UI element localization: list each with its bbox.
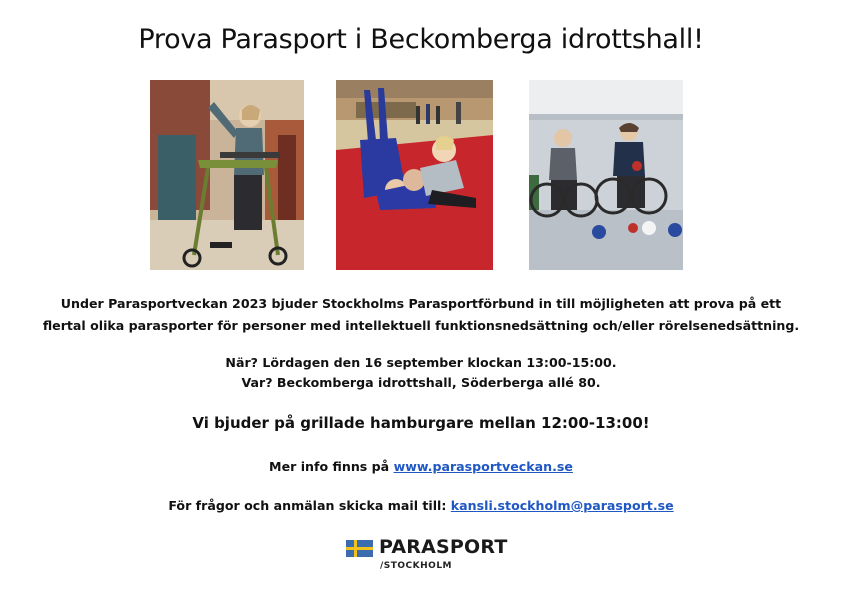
contact-email-link[interactable]: kansli.stockholm@parasport.se xyxy=(450,498,674,513)
event-when: När? Lördagen den 16 september klockan 13:00-15:00. xyxy=(225,355,617,370)
event-where: Var? Beckomberga idrottshall, Söderberga allé 80. xyxy=(241,375,601,390)
parasport-stockholm-logo xyxy=(346,538,506,578)
more-info xyxy=(0,459,842,474)
floor-wrestling-photo xyxy=(336,80,493,270)
parasportveckan-link[interactable]: www.parasportveckan.se xyxy=(393,459,573,474)
page-title: Prova Parasport i Beckomberga idrottshall! xyxy=(138,24,704,55)
swedish-flag-icon xyxy=(346,540,373,557)
frame-runner-photo xyxy=(150,80,304,270)
contact-label: För frågor och anmälan skicka mail till: xyxy=(168,498,451,513)
logo-subtitle: /STOCKHOLM xyxy=(380,561,453,571)
contact-info xyxy=(0,498,842,513)
intro-line-2: flertal olika parasporter för personer med intellektuell funktionsnedsättning och/eller rörelsenedsättning. xyxy=(42,318,800,333)
intro-line-1: Under Parasportveckan 2023 bjuder Stockholms Parasportförbund in till möjligheten att prova på ett xyxy=(60,296,782,311)
more-info-label: Mer info finns på xyxy=(269,459,394,474)
logo-wordmark: PARASPORT xyxy=(379,536,508,558)
food-announcement: Vi bjuder på grillade hamburgare mellan 12:00-13:00! xyxy=(192,414,650,432)
wheelchair-boccia-photo xyxy=(529,80,683,270)
